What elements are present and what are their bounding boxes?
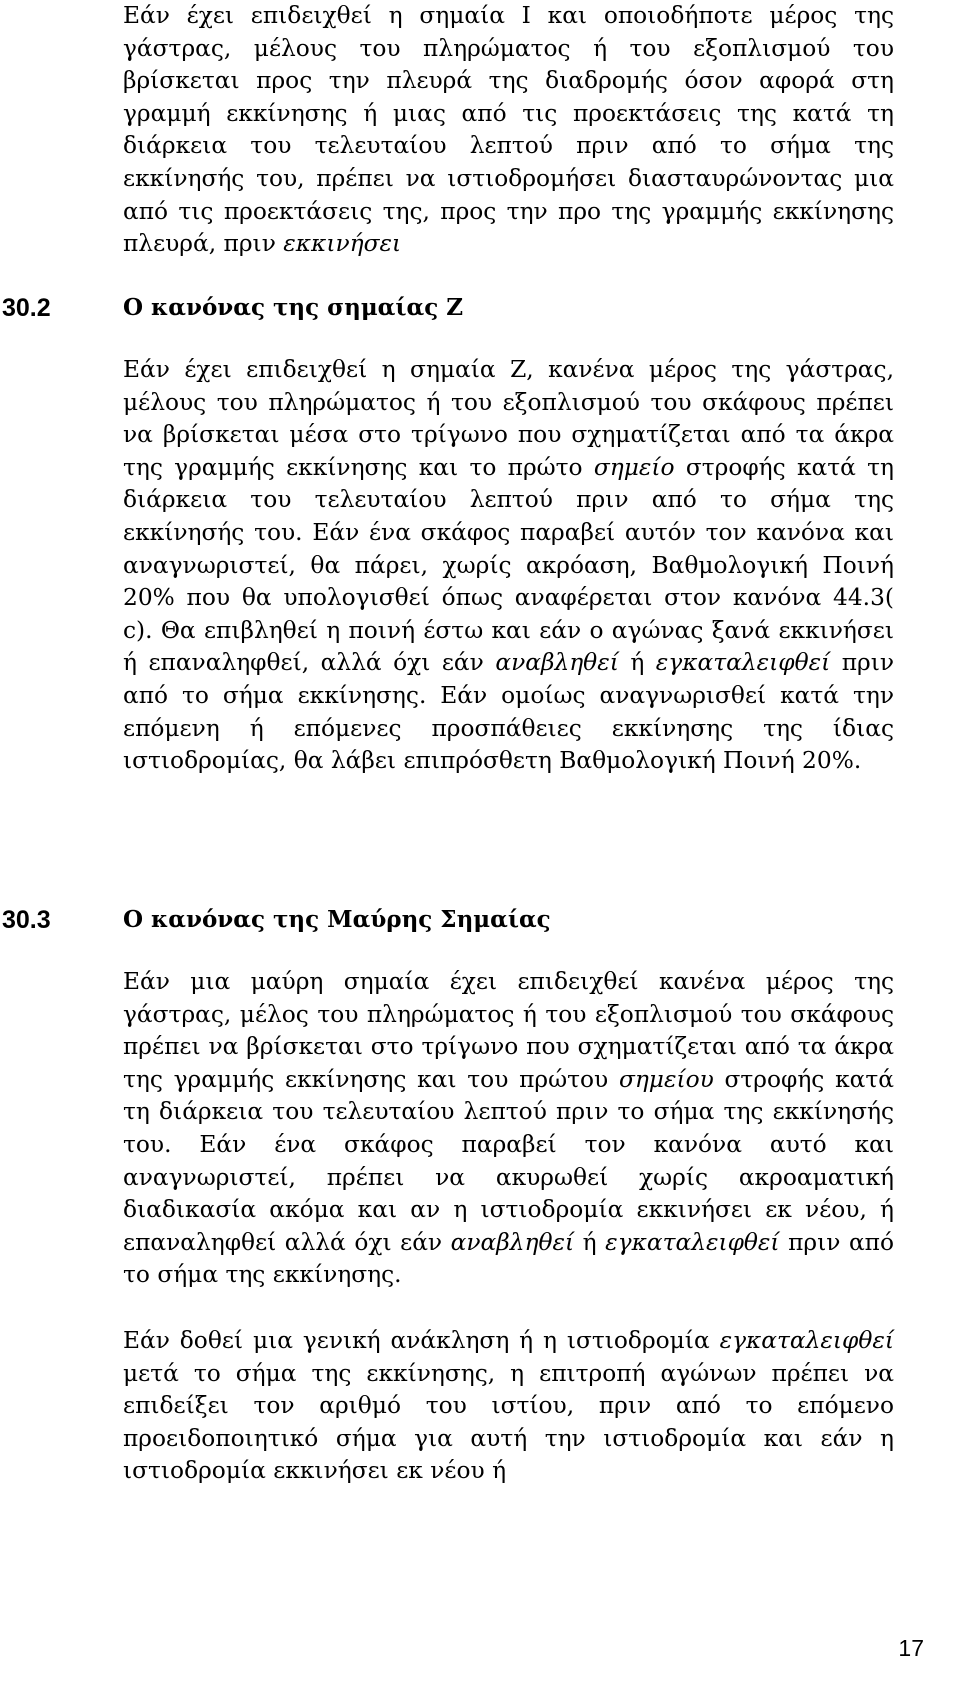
section-title: Ο κανόνας της Μαύρης Σημαίας [123,906,551,933]
section-title: Ο κανόνας της σημαίας Ζ [123,294,464,321]
italic-term: σημείου [618,1065,714,1093]
intro-text: Εάν έχει επιδειχθεί η σημαία Ι και οποιοδήποτε μέρος της γάστρας, μέλους του πληρώματος ή του εξοπλισμού του βρίσκεται προς την πλευρά της διαδρομής όσον αφορά στη γραμμή εκκίνησης ή μιας από τις προεκτάσεις της κατά τη διάρκεια του τελευταίου λεπτού πριν από το σήμα της εκκίνησής του, πρέπει να ιστιοδρομήσει διασταυρώνοντας μια από τις προεκτάσεις της, προς την προ της γραμμής εκκίνησης πλευρά, πριν [123,2,894,258]
body-text: ή [582,1228,597,1256]
body-text: στροφής κατά τη διάρκεια του τελευταίου λεπτού πριν από το σήμα της εκκίνησής του. Εάν ένα σκάφος παραβεί αυτόν τον κανόνα και αναγνωριστεί, θα πάρει, χωρίς ακρόαση, Βαθμολογική Ποινή 20% που θα υπολογισθεί όπως αναφέρεται στον κανόνα 44.3( c). Θα επιβληθεί η ποινή έστω και εάν ο αγώνας ξανά εκκινήσει ή επαναληφθεί, αλλά όχι εάν [123,453,895,677]
body-text: Εάν έχει επιδειχθεί η σημαία Ζ, κανένα μέρος της γάστρας, μέλους του πληρώματος ή του εξοπλισμού του σκάφους πρέπει να βρίσκεται μέσα στο τρίγωνο που σχηματίζεται από τα άκρα της γραμμής εκκίνησης και το πρώτο [123,356,894,481]
body-text: στροφής κατά τη διάρκεια του τελευταίου λεπτού πριν το σήμα της εκκίνησής του. Εάν ένα σκάφος παραβεί τον κανόνα αυτό και αναγνωριστεί, πρέπει να ακυρωθεί χωρίς ακροαματική διαδικασία ακόμα και αν η ιστιοδρομία εκκινήσει εκ νέου, ή επαναληφθεί αλλά όχι εάν [123,1065,895,1256]
body-text: πριν από το σήμα της εκκίνησης. [123,1228,895,1289]
italic-term: εγκαταλειφθεί [719,1327,894,1354]
body-text: Εάν δοθεί μια γενική ανάκληση ή η ιστιοδρομία [123,1327,710,1354]
intro-paragraph [123,0,894,261]
page-number: 17 [898,1635,924,1661]
section-30-3-body-continued [123,1325,894,1488]
intro-italic: εκκινήσει [283,230,402,258]
section-30-3-body [123,966,894,1292]
body-text: πριν από το σήμα εκκίνησης. Εάν ομοίως αναγνωρισθεί κατά την επόμενη ή επόμενες προσπάθειες εκκίνησης της ίδιας ιστιοδρομίας, θα λάβει επιπρόσθετη Βαθμολογική Ποινή 20%. [123,649,895,775]
body-text: Εάν μια μαύρη σημαία έχει επιδειχθεί κανένα μέρος της γάστρας, μέλος του πληρώματος ή του εξοπλισμού του σκάφους πρέπει να βρίσκεται στο τρίγωνο που σχηματίζεται από τα άκρα της γραμμής εκκίνησης και του πρώτου [123,968,894,1093]
section-30-2-body [123,354,894,778]
body-text: μετά το σήμα της εκκίνησης, η επιτροπή αγώνων πρέπει να επιδείξει τον αριθμό του ιστίου, πριν από το επόμενο προειδοποιητικό σήμα για αυτή την ιστιοδρομία και εάν η ιστιοδρομία εκκινήσει εκ νέου ή [123,1359,894,1485]
section-number: 30.2 [2,294,51,322]
italic-term: αναβληθεί [450,1228,575,1256]
section-number: 30.3 [2,906,51,934]
body-text: ή [630,649,645,677]
italic-term: εγκαταλειφθεί [605,1228,780,1256]
italic-term: εγκαταλειφθεί [655,649,831,677]
italic-term: σημείο [593,453,675,481]
italic-term: αναβληθεί [495,649,619,677]
